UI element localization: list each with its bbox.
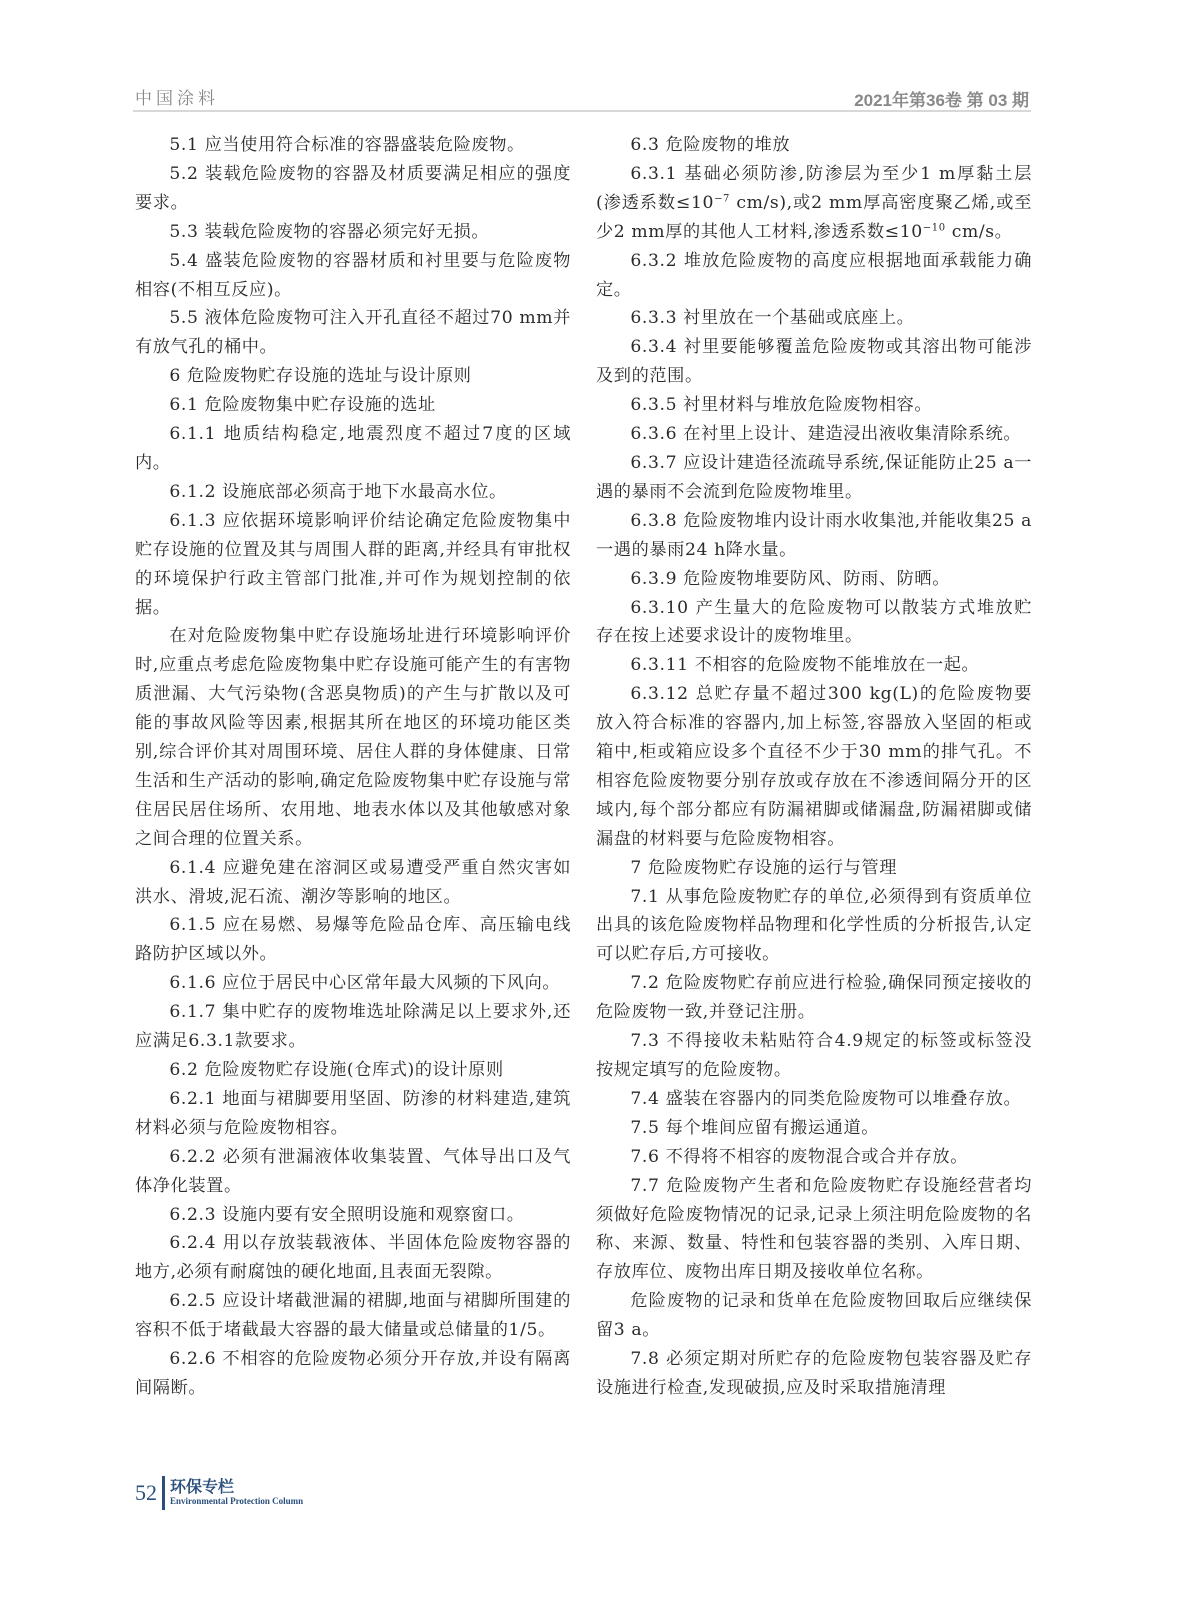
paragraph: 5.3 装载危险废物的容器必须完好无损。	[169, 221, 490, 242]
page-number: 52	[135, 1480, 157, 1505]
paragraph: 7.7 危险废物产生者和危险废物贮存设施经营者均须做好危险废物情况的记录,记录上须注明危险废物的名称、来源、数量、特性和包装容器的类别、入库日期、存放库位、废物出库日期及接收单位名称。	[596, 1175, 1032, 1283]
paragraph: 6.3.12 总贮存量不超过300 kg(L)的危险废物要放入符合标准的容器内,加上标签,容器放入坚固的柜或箱中,柜或箱应设多个直径不少于30 mm的排气孔。不相容危险废物要分别存放或存放在不渗透间隔分开的区域内,每个部分都应有防漏裙脚或储漏盘,防漏裙脚或储漏盘的材料要与危险废物相容。	[596, 684, 1032, 849]
paragraph: 5.2 装载危险废物的容器及材质要满足相应的强度要求。	[135, 163, 571, 213]
paragraph: 6.1.5 应在易燃、易爆等危险品仓库、高压输电线路防护区域以外。	[135, 915, 571, 965]
paragraph: 6.3.11 不相容的危险废物不能堆放在一起。	[630, 655, 980, 676]
paragraph: 6.1.3 应依据环境影响评价结论确定危险废物集中贮存设施的位置及其与周围人群的距离,并经具有审批权的环境保护行政主管部门批准,并可作为规划控制的依据。	[135, 510, 571, 618]
paragraph: 6.1.2 设施底部必须高于地下水最高水位。	[169, 481, 507, 502]
issue-info: 2021年第36卷 第 03 期	[854, 91, 1029, 110]
paragraph: 5.1 应当使用符合标准的容器盛装危险废物。	[169, 135, 525, 155]
paragraph: 6.3.9 危险废物堆要防风、防雨、防晒。	[630, 568, 951, 589]
paragraph: 6.3.8 危险废物堆内设计雨水收集池,并能收集25 a一遇的暴雨24 h降水量。	[596, 510, 1032, 560]
paragraph: 6.2.2 必须有泄漏液体收集装置、气体导出口及气体净化装置。	[135, 1146, 571, 1196]
paragraph: 6.1.1 地质结构稳定,地震烈度不超过7度的区域内。	[135, 424, 571, 473]
paragraph: 7.8 必须定期对所贮存的危险废物包装容器及贮存设施进行检查,发现破损,应及时采取措施清理	[596, 1349, 1032, 1398]
paragraph: 6.1.6 应位于居民中心区常年最大风频的下风向。	[169, 973, 561, 994]
paragraph: 7.4 盛装在容器内的同类危险废物可以堆叠存放。	[630, 1088, 1022, 1109]
paragraph: 危险废物的记录和货单在危险废物回取后应继续保留3 a。	[596, 1291, 1032, 1341]
paragraph: 6.3.4 衬里要能够覆盖危险废物或其溶出物可能涉及到的范围。	[596, 337, 1032, 387]
paragraph: 6.2.4 用以存放装载液体、半固体危险废物容器的地方,必须有耐腐蚀的硬化地面,且表面无裂隙。	[135, 1233, 571, 1283]
column-subtitle: Environmental Protection Column	[170, 1496, 304, 1506]
paragraph: 6.2.5 应设计堵截泄漏的裙脚,地面与裙脚所围建的容积不低于堵截最大容器的最大储量或总储量的1/5。	[135, 1291, 571, 1341]
header-divider	[133, 110, 1031, 112]
paragraph: 6.2.3 设施内要有安全照明设施和观察窗口。	[169, 1204, 525, 1225]
paragraph: 7.3 不得接收未粘贴符合4.9规定的标签或标签没按规定填写的危险废物。	[596, 1031, 1032, 1080]
paragraph: 在对危险废物集中贮存设施场址进行环境影响评价时,应重点考虑危险废物集中贮存设施可能产生的有害物质泄漏、大气污染物(含恶臭物质)的产生与扩散以及可能的事故风险等因素,根据其所在地区的环境功能区类别,综合评价其对周围环境、居住人群的身体健康、日常生活和生产活动的影响,确定危险废物集中贮存设施与常住居民居住场所、农用地、地表水体以及其他敏感对象之间合理的位置关系。	[135, 626, 571, 849]
paragraph: 6.2 危险废物贮存设施(仓库式)的设计原则	[169, 1060, 504, 1080]
superscript: −10	[922, 221, 946, 233]
text: cm/s),或2 mm厚高密度聚乙烯,或至少2 mm厚的其他人工材料,渗透系数≤10	[596, 192, 1032, 242]
paragraph: 6.3.10 产生量大的危险废物可以散装方式堆放贮存在按上述要求设计的废物堆里。	[596, 597, 1032, 647]
text: 6.3.1 基础必须防渗,防渗层为至少1 m厚黏土层(渗透系数≤10	[596, 163, 1032, 213]
paragraph: 6.3 危险废物的堆放	[630, 135, 791, 155]
paragraph-6-3-1	[596, 160, 1032, 247]
paragraph: 6.1 危险废物集中贮存设施的选址	[169, 395, 436, 416]
superscript: −7	[714, 193, 731, 205]
paragraph: 7.5 每个堆间应留有搬运通道。	[630, 1117, 880, 1138]
paragraph: 6.3.5 衬里材料与堆放危险废物相容。	[630, 395, 933, 416]
text: cm/s。	[945, 221, 1013, 242]
paragraph: 7 危险废物贮存设施的运行与管理	[630, 857, 898, 878]
paragraph: 6.3.6 在衬里上设计、建造浸出液收集清除系统。	[630, 424, 1022, 445]
paragraph: 5.4 盛装危险废物的容器材质和衬里要与危险废物相容(不相互反应)。	[135, 250, 571, 300]
paragraph: 6.3.2 堆放危险废物的高度应根据地面承载能力确定。	[596, 250, 1032, 300]
paragraph: 6.2.1 地面与裙脚要用坚固、防渗的材料建造,建筑材料必须与危险废物相容。	[135, 1088, 571, 1138]
right-column	[596, 131, 1032, 1403]
paragraph: 6.1.4 应避免建在溶洞区或易遭受严重自然灾害如洪水、滑坡,泥石流、潮汐等影响的地区。	[135, 857, 571, 907]
paragraph: 6.3.3 衬里放在一个基础或底座上。	[630, 308, 915, 329]
left-column	[135, 131, 571, 1403]
footer-divider	[162, 1476, 165, 1510]
paragraph: 6.3.7 应设计建造径流疏导系统,保证能防止25 a一遇的暴雨不会流到危险废物堆里。	[596, 452, 1032, 502]
paragraph: 7.6 不得将不相容的废物混合或合并存放。	[630, 1146, 968, 1167]
column-title: 环保专栏	[170, 1477, 235, 1496]
paragraph: 7.1 从事危险废物贮存的单位,必须得到有资质单位出具的该危险废物样品物理和化学性质的分析报告,认定可以贮存后,方可接收。	[596, 886, 1032, 965]
paragraph: 5.5 液体危险废物可注入开孔直径不超过70 mm并有放气孔的桶中。	[135, 308, 571, 358]
paragraph: 6.1.7 集中贮存的废物堆选址除满足以上要求外,还应满足6.3.1款要求。	[135, 1002, 571, 1052]
paragraph: 6 危险废物贮存设施的选址与设计原则	[169, 366, 472, 387]
paragraph: 6.2.6 不相容的危险废物必须分开存放,并设有隔离间隔断。	[135, 1349, 571, 1398]
journal-name: 中国涂料	[135, 89, 219, 109]
paragraph: 7.2 危险废物贮存前应进行检验,确保同预定接收的危险废物一致,并登记注册。	[596, 973, 1032, 1023]
